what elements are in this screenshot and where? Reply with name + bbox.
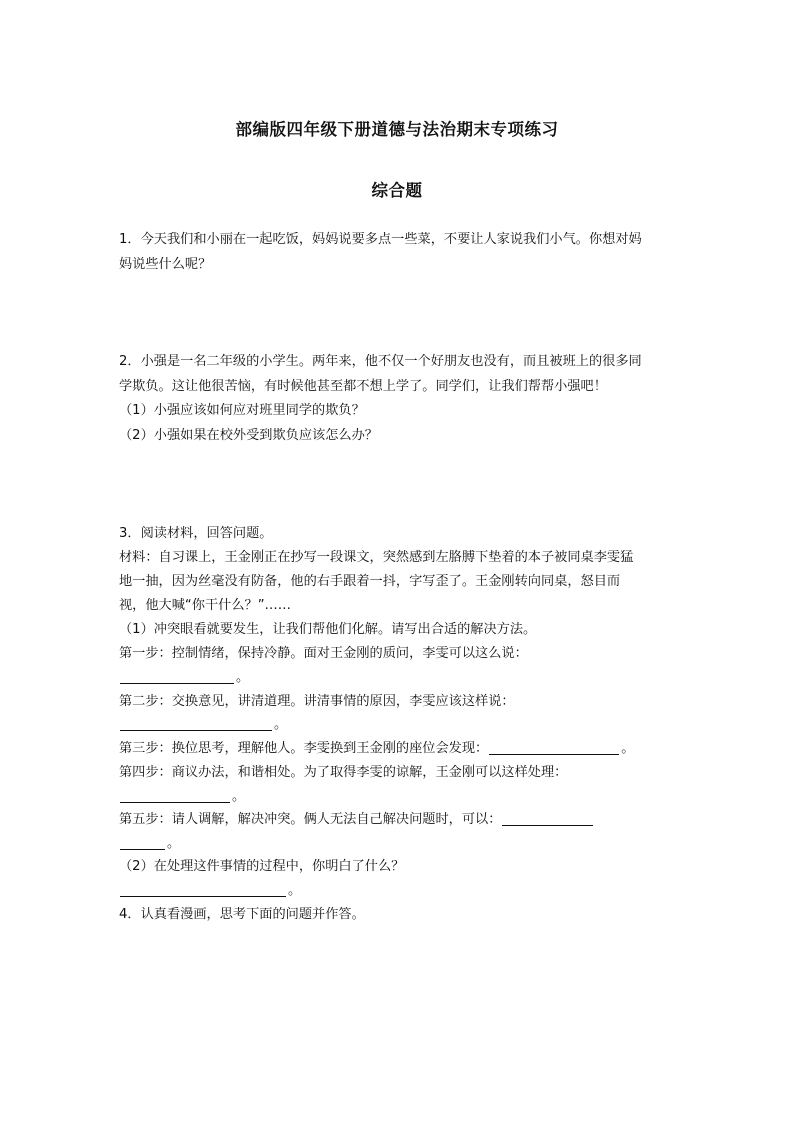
q3-part-1: （1）冲突眼看就要发生，让我们帮他们化解。请写出合适的解决方法。 [119,622,537,637]
q3-part-2-answer [119,882,301,900]
q3-material-line-1: 材料：自习课上，王金刚正在抄写一段课文，突然感到左胳膊下垫着的本子被同桌李雯猛 [119,550,634,565]
q3-step-4: 第四步：商议办法，和谐相处。为了取得李雯的谅解，王金刚可以这样处理： [119,765,568,780]
period-mark: 。 [274,717,288,732]
q3-step-1: 第一步：控制情绪，保持冷静。面对王金刚的质问，李雯可以这么说： [119,646,528,661]
q3-material-line-2: 地一抽，因为丝毫没有防备，他的右手跟着一抖，字写歪了。王金刚转向同桌，怒目而 [119,574,621,589]
period-mark: 。 [236,670,250,685]
q3-step-2-answer [119,716,287,734]
q2-text-line-2: 学欺负。这让他很苦恼，有时候他甚至都不想上学了。同学们，让我们帮帮小强吧！ [119,379,607,394]
q1-text-line-2: 妈说些什么呢？ [119,257,212,272]
q3-step-1-answer [119,669,249,687]
document-title: 部编版四年级下册道德与法治期末专项练习 [235,120,559,139]
q3-step-5: 第五步：请人调解，解决冲突。俩人无法自己解决问题时，可以： [119,812,502,827]
q3-step-5-answer [119,835,180,853]
answer-blank[interactable] [502,812,593,826]
q3-text-line-1: 3．阅读材料，回答问题。 [119,526,273,541]
q1-text-line-1: 1．今天我们和小丽在一起吃饭，妈妈说要多点一些菜，不要让人家说我们小气。你想对妈 [119,232,642,247]
q3-step-2: 第二步：交换意见，讲清道理。讲清事情的原因，李雯应该这样说： [119,694,515,709]
period-mark: 。 [288,883,302,898]
answer-blank[interactable] [120,883,286,897]
q3-step-3: 第三步：换位思考，理解他人。李雯换到王金刚的座位会发现： [119,741,489,756]
answer-blank[interactable] [120,670,234,684]
period-mark: 。 [167,836,181,851]
q3-material-line-3: 视，他大喊“你干什么？”…… [119,598,291,613]
q4-text-line-1: 4．认真看漫画，思考下面的问题并作答。 [119,907,365,922]
q2-subquestion-2: （2）小强如果在校外受到欺负应该怎么办？ [119,428,378,443]
q2-subquestion-1: （1）小强应该如何应对班里同学的欺负？ [119,403,365,418]
q2-text-line-1: 2．小强是一名二年级的小学生。两年来，他不仅一个好朋友也没有，而且被班上的很多同 [119,354,642,369]
period-mark: 。 [232,789,246,804]
period-mark: 。 [621,741,635,756]
q3-step-5-row [119,811,594,829]
q3-part-2: （2）在处理这件事情的过程中，你明白了什么？ [119,859,405,874]
section-title: 综合题 [371,181,423,200]
answer-blank[interactable] [120,836,165,850]
answer-blank[interactable] [489,741,619,755]
answer-blank[interactable] [120,789,230,803]
answer-blank[interactable] [120,717,272,731]
q3-step-3-row [119,740,634,758]
q3-step-4-answer [119,788,245,806]
